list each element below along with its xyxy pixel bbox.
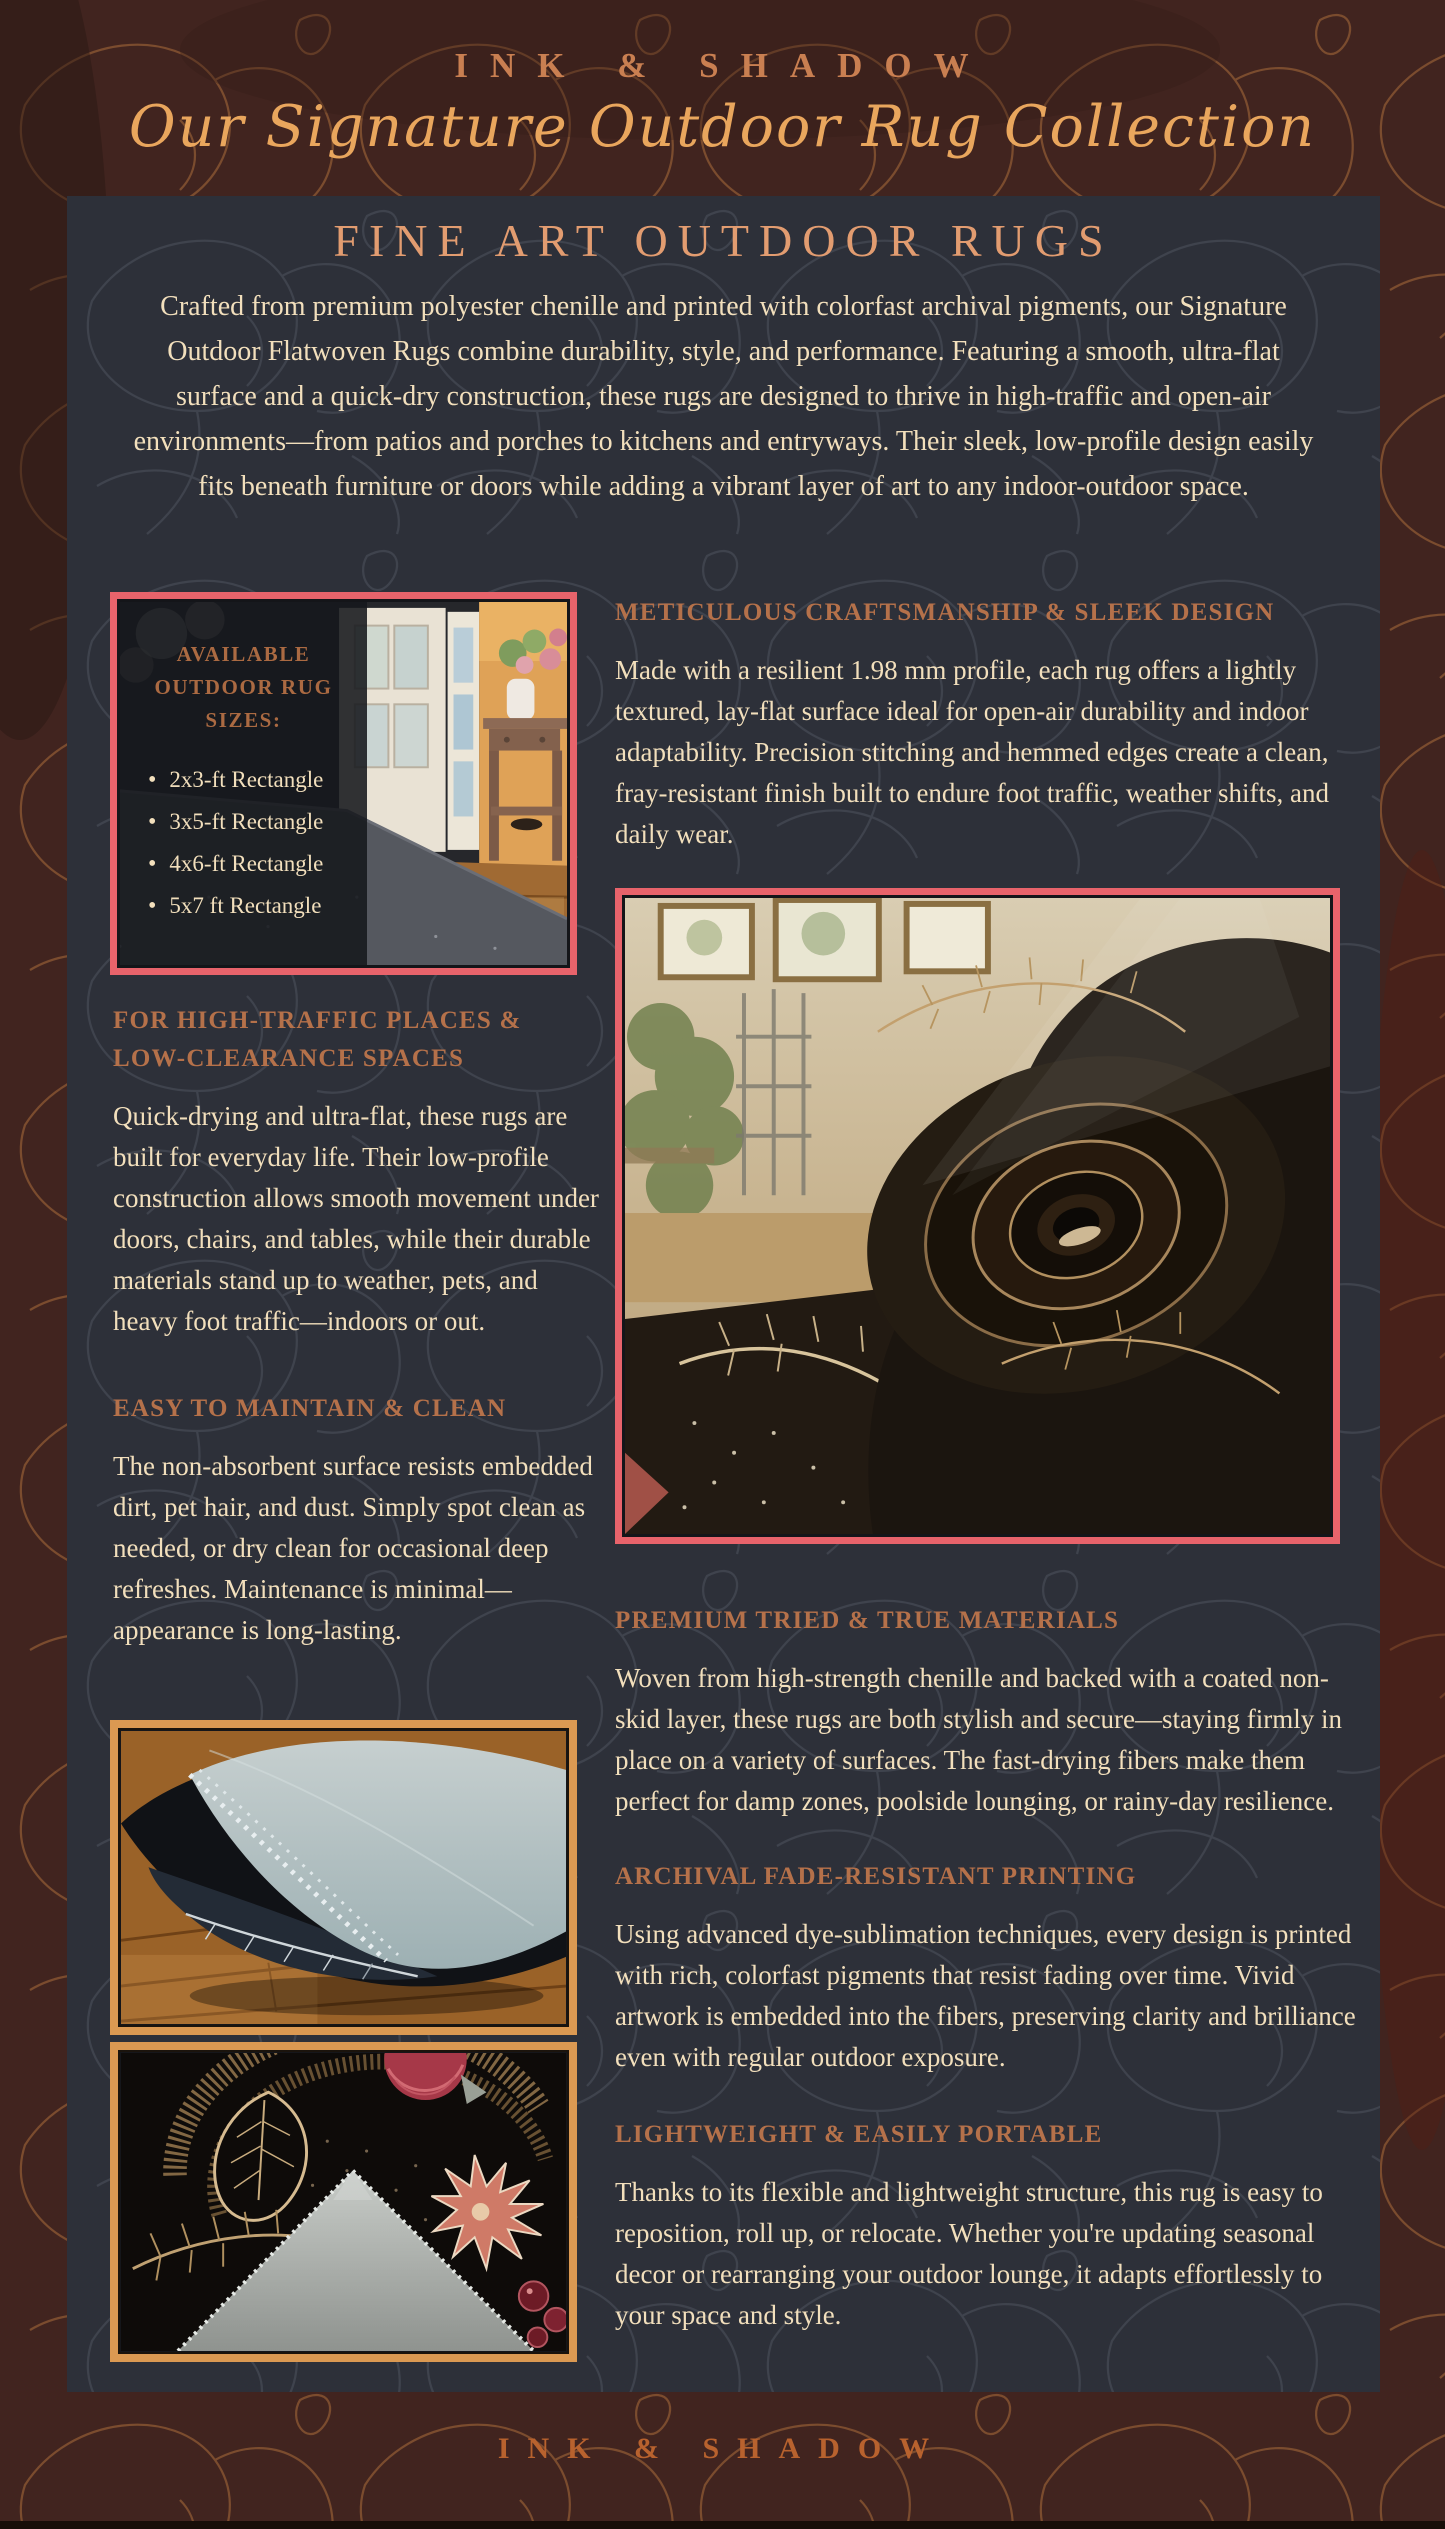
section-heading: EASY TO MAINTAIN & CLEAN — [113, 1395, 507, 1422]
brand-title: INK & SHADOW — [454, 46, 991, 85]
section-heading: ARCHIVAL FADE-RESISTANT PRINTING — [615, 1863, 1137, 1890]
section-high-traffic — [113, 1002, 599, 1342]
section-materials — [615, 1602, 1363, 1822]
sizes-image-card — [110, 592, 577, 975]
section-craftsmanship — [615, 594, 1363, 855]
bullet-dot: • — [148, 809, 157, 835]
page-title: FINE ART OUTDOOR RUGS — [333, 215, 1114, 266]
sizes-heading: AVAILABLE OUTDOOR RUG SIZES: — [154, 642, 333, 732]
size-item — [148, 759, 367, 801]
size-item — [148, 885, 367, 927]
section-maintain-clean — [113, 1390, 599, 1651]
section-archival-printing — [615, 1858, 1363, 2078]
size-item-label: 3x5-ft Rectangle — [169, 809, 324, 834]
rolled-rug-photo — [625, 898, 1330, 1534]
section-lightweight — [615, 2116, 1363, 2336]
section-heading: LIGHTWEIGHT & EASILY PORTABLE — [615, 2121, 1103, 2148]
section-body: Made with a resilient 1.98 mm profile, each rug offers a lightly textured, lay-flat surface ideal for open-air durability and indoor adaptability. Precision stitching and hemmed edges create a clean, fray-resistant finish built to endure foot traffic, weather shifts, and daily wear. — [615, 655, 1330, 849]
section-body: Using advanced dye-sublimation techniques, every design is printed with rich, colorfast pigments that resist fading over time. Vivid artwork is embedded into the fibers, preserving clarity and brilliance even with regular outdoor exposure. — [615, 1919, 1356, 2072]
size-item — [148, 843, 367, 885]
flipped-corner-photo-card — [110, 2042, 577, 2362]
content-panel — [67, 196, 1380, 2392]
footer-brand: INK & SHADOW — [497, 2432, 948, 2465]
size-item-label: 2x3-ft Rectangle — [169, 767, 324, 792]
intro-paragraph: Crafted from premium polyester chenille and printed with colorfast archival pigments, our Signature Outdoor Flatwoven Rugs combine durability, style, and performance. Featuring a smooth, ultra-flat surface and a quick-dry construction, these rugs are designed to thrive in high-traffic and open-air environments—from patios and porches to kitchens and entryways. Their sleek, low-profile design easily fits beneath furniture or doors while adding a vibrant layer of art to any indoor-outdoor space. — [133, 291, 1314, 502]
section-heading: METICULOUS CRAFTSMANSHIP & SLEEK DESIGN — [615, 599, 1275, 626]
folded-rug-photo-card — [110, 1720, 577, 2035]
section-body: Quick-drying and ultra-flat, these rugs are built for everyday life. Their low-profile construction allows smooth movement under doors, chairs, and tables, while their durable materials stand up to weather, pets, and heavy foot traffic—indoors or out. — [113, 1101, 599, 1336]
sizes-overlay-panel — [120, 602, 367, 965]
brand-tagline: Our Signature Outdoor Rug Collection — [128, 94, 1317, 160]
bullet-dot: • — [148, 893, 157, 919]
sizes-list — [120, 759, 367, 927]
section-body: The non-absorbent surface resists embedded dirt, pet hair, and dust. Simply spot clean as needed, or dry clean for occasional deep refreshes. Maintenance is minimal—appearance is long-lasting. — [113, 1451, 593, 1645]
size-item — [148, 801, 367, 843]
section-body: Thanks to its flexible and lightweight structure, this rug is easy to reposition, roll up, or relocate. Whether you're updating seasonal decor or rearranging your outdoor lounge, it adapts effortlessly to your space and style. — [615, 2177, 1323, 2330]
section-heading: FOR HIGH-TRAFFIC PLACES & LOW-CLEARANCE SPACES — [113, 1007, 522, 1072]
bullet-dot: • — [148, 851, 157, 877]
bullet-dot: • — [148, 767, 157, 793]
flipped-corner-photo — [121, 2053, 566, 2351]
size-item-label: 5x7 ft Rectangle — [169, 893, 322, 918]
section-body: Woven from high-strength chenille and backed with a coated non-skid layer, these rugs are both stylish and secure—staying firmly in place on a variety of surfaces. The fast-drying fibers make them perfect for damp zones, poolside lounging, or rainy-day resilience. — [615, 1663, 1343, 1816]
folded-rug-photo — [121, 1731, 566, 2024]
rolled-rug-photo-card — [615, 888, 1340, 1544]
section-heading: PREMIUM TRIED & TRUE MATERIALS — [615, 1607, 1120, 1634]
size-item-label: 4x6-ft Rectangle — [169, 851, 324, 876]
